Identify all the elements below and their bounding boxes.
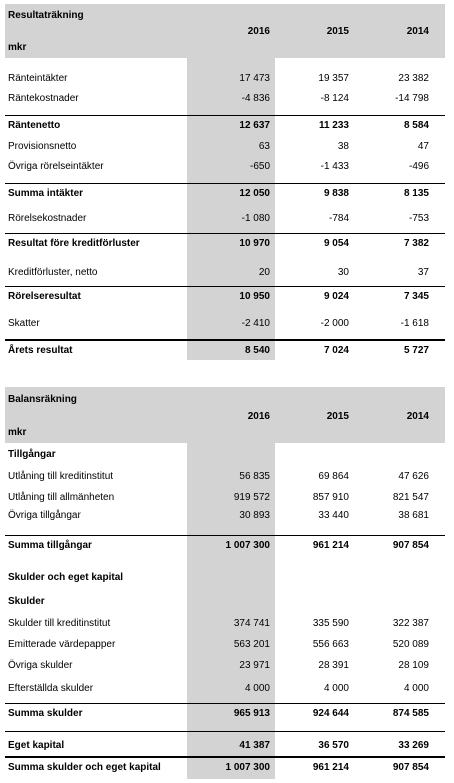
table-row bbox=[5, 186, 445, 202]
value-cell: 821 547 bbox=[392, 492, 429, 503]
row-label: Ränteintäkter bbox=[8, 73, 68, 84]
row-label: Eget kapital bbox=[8, 740, 65, 751]
value-cell: 961 214 bbox=[312, 762, 349, 773]
value-cell: -4 836 bbox=[241, 93, 270, 104]
table-row bbox=[5, 265, 445, 281]
value-cell: 9 024 bbox=[323, 291, 349, 302]
table-row bbox=[5, 159, 445, 175]
table-row bbox=[5, 289, 445, 305]
value-cell: 30 bbox=[337, 267, 349, 278]
value-cell: 4 000 bbox=[244, 683, 270, 694]
divider bbox=[5, 115, 445, 116]
row-label: Skulder till kreditinstitut bbox=[8, 618, 111, 629]
value-cell: 8 584 bbox=[403, 120, 429, 131]
value-cell: -14 798 bbox=[395, 93, 429, 104]
table-row bbox=[5, 637, 445, 653]
value-cell: 924 644 bbox=[312, 708, 349, 719]
table-row bbox=[5, 211, 445, 227]
value-cell: 7 345 bbox=[403, 291, 429, 302]
value-cell: 17 473 bbox=[239, 73, 270, 84]
value-cell: 63 bbox=[258, 141, 270, 152]
table-row bbox=[5, 91, 445, 107]
value-cell: 965 913 bbox=[233, 708, 270, 719]
table-row bbox=[5, 508, 445, 524]
value-cell: 874 585 bbox=[392, 708, 429, 719]
table-row bbox=[5, 538, 445, 554]
row-label: Efterställda skulder bbox=[8, 683, 94, 694]
section-heading bbox=[5, 447, 445, 463]
value-cell: 7 382 bbox=[403, 238, 429, 249]
value-cell: 30 893 bbox=[239, 510, 270, 521]
value-cell: 9 838 bbox=[323, 188, 349, 199]
divider bbox=[5, 756, 445, 758]
table-row bbox=[5, 616, 445, 632]
value-cell: -784 bbox=[328, 213, 349, 224]
row-label: Övriga skulder bbox=[8, 660, 73, 671]
value-cell: 1 007 300 bbox=[225, 540, 270, 551]
table-row bbox=[5, 706, 445, 722]
value-cell: 19 357 bbox=[318, 73, 349, 84]
table-row bbox=[5, 343, 445, 359]
row-label: Resultat före kreditförluster bbox=[8, 238, 140, 249]
year-2015: 2015 bbox=[326, 411, 349, 422]
row-label: Tillgångar bbox=[8, 449, 56, 460]
value-cell: 23 382 bbox=[398, 73, 429, 84]
value-cell: 857 910 bbox=[312, 492, 349, 503]
row-label: Övriga tillgångar bbox=[8, 510, 81, 521]
value-cell: 7 024 bbox=[323, 345, 349, 356]
divider bbox=[5, 183, 445, 184]
value-cell: 69 864 bbox=[318, 471, 349, 482]
row-label: Rörelsekostnader bbox=[8, 213, 87, 224]
value-cell: 9 054 bbox=[323, 238, 349, 249]
value-cell: 38 bbox=[337, 141, 349, 152]
value-cell: 4 000 bbox=[403, 683, 429, 694]
value-cell: 56 835 bbox=[239, 471, 270, 482]
year-2016: 2016 bbox=[247, 26, 270, 37]
value-cell: 12 050 bbox=[239, 188, 270, 199]
income-statement-title: Resultaträkning bbox=[8, 10, 84, 21]
divider bbox=[5, 703, 445, 704]
value-cell: 8 135 bbox=[403, 188, 429, 199]
value-cell: 520 089 bbox=[392, 639, 429, 650]
value-cell: 47 bbox=[417, 141, 429, 152]
value-cell: 335 590 bbox=[312, 618, 349, 629]
value-cell: -650 bbox=[249, 161, 270, 172]
table-row bbox=[5, 316, 445, 332]
row-label: Kreditförluster, netto bbox=[8, 267, 98, 278]
divider bbox=[5, 535, 445, 536]
value-cell: -8 124 bbox=[320, 93, 349, 104]
divider bbox=[5, 233, 445, 234]
value-cell: -753 bbox=[408, 213, 429, 224]
value-cell: 322 387 bbox=[392, 618, 429, 629]
value-cell: 8 540 bbox=[244, 345, 270, 356]
table-row bbox=[5, 490, 445, 506]
year-2015: 2015 bbox=[326, 26, 349, 37]
unit-label: mkr bbox=[8, 427, 27, 438]
value-cell: 374 741 bbox=[233, 618, 270, 629]
section-heading bbox=[5, 594, 445, 610]
value-cell: 20 bbox=[258, 267, 270, 278]
value-cell: 1 007 300 bbox=[225, 762, 270, 773]
row-label: Skulder bbox=[8, 596, 45, 607]
value-cell: 4 000 bbox=[323, 683, 349, 694]
value-cell: 12 637 bbox=[239, 120, 270, 131]
value-cell: 23 971 bbox=[239, 660, 270, 671]
value-cell: 556 663 bbox=[312, 639, 349, 650]
row-label: Emitterade värdepapper bbox=[8, 639, 116, 650]
balance-sheet bbox=[5, 387, 445, 779]
table-row bbox=[5, 658, 445, 674]
value-cell: 10 970 bbox=[239, 238, 270, 249]
table-row bbox=[5, 71, 445, 87]
row-label: Skulder och eget kapital bbox=[8, 572, 124, 583]
value-cell: 38 681 bbox=[398, 510, 429, 521]
table-row bbox=[5, 139, 445, 155]
row-label: Övriga rörelseintäkter bbox=[8, 161, 104, 172]
value-cell: 37 bbox=[417, 267, 429, 278]
balance-sheet-title: Balansräkning bbox=[8, 394, 77, 405]
value-cell: -1 433 bbox=[320, 161, 349, 172]
value-cell: -1 080 bbox=[241, 213, 270, 224]
table-row bbox=[5, 738, 445, 754]
value-cell: 563 201 bbox=[233, 639, 270, 650]
row-label: Räntekostnader bbox=[8, 93, 79, 104]
year-2016: 2016 bbox=[247, 411, 270, 422]
row-label: Provisionsnetto bbox=[8, 141, 77, 152]
divider bbox=[5, 339, 445, 341]
value-cell: 33 269 bbox=[398, 740, 429, 751]
divider bbox=[5, 286, 445, 287]
row-label: Summa skulder bbox=[8, 708, 83, 719]
row-label: Utlåning till kreditinstitut bbox=[8, 471, 114, 482]
table-row bbox=[5, 469, 445, 485]
row-label: Årets resultat bbox=[8, 345, 73, 356]
row-label: Rörelseresultat bbox=[8, 291, 81, 302]
value-cell: 47 626 bbox=[398, 471, 429, 482]
value-cell: 28 391 bbox=[318, 660, 349, 671]
table-row bbox=[5, 681, 445, 697]
value-cell: -496 bbox=[408, 161, 429, 172]
value-cell: -2 000 bbox=[320, 318, 349, 329]
value-cell: 33 440 bbox=[318, 510, 349, 521]
value-cell: -2 410 bbox=[241, 318, 270, 329]
value-cell: 41 387 bbox=[239, 740, 270, 751]
value-cell: 28 109 bbox=[398, 660, 429, 671]
table-row bbox=[5, 118, 445, 134]
value-cell: 36 570 bbox=[318, 740, 349, 751]
divider bbox=[5, 731, 445, 732]
unit-label: mkr bbox=[8, 42, 27, 53]
value-cell: 11 233 bbox=[318, 120, 349, 131]
year-2014: 2014 bbox=[406, 411, 429, 422]
value-cell: 5 727 bbox=[403, 345, 429, 356]
value-cell: 907 854 bbox=[392, 540, 429, 551]
table-row bbox=[5, 236, 445, 252]
table-row bbox=[5, 760, 445, 776]
row-label: Summa intäkter bbox=[8, 188, 84, 199]
value-cell: -1 618 bbox=[400, 318, 429, 329]
row-label: Räntenetto bbox=[8, 120, 61, 131]
row-label: Utlåning till allmänheten bbox=[8, 492, 115, 503]
value-cell: 907 854 bbox=[392, 762, 429, 773]
section-heading bbox=[5, 570, 445, 586]
value-cell: 10 950 bbox=[239, 291, 270, 302]
row-label: Skatter bbox=[8, 318, 40, 329]
row-label: Summa skulder och eget kapital bbox=[8, 762, 161, 773]
income-statement bbox=[5, 4, 445, 360]
row-label: Summa tillgångar bbox=[8, 540, 92, 551]
value-cell: 919 572 bbox=[233, 492, 270, 503]
year-2014: 2014 bbox=[406, 26, 429, 37]
value-cell: 961 214 bbox=[312, 540, 349, 551]
